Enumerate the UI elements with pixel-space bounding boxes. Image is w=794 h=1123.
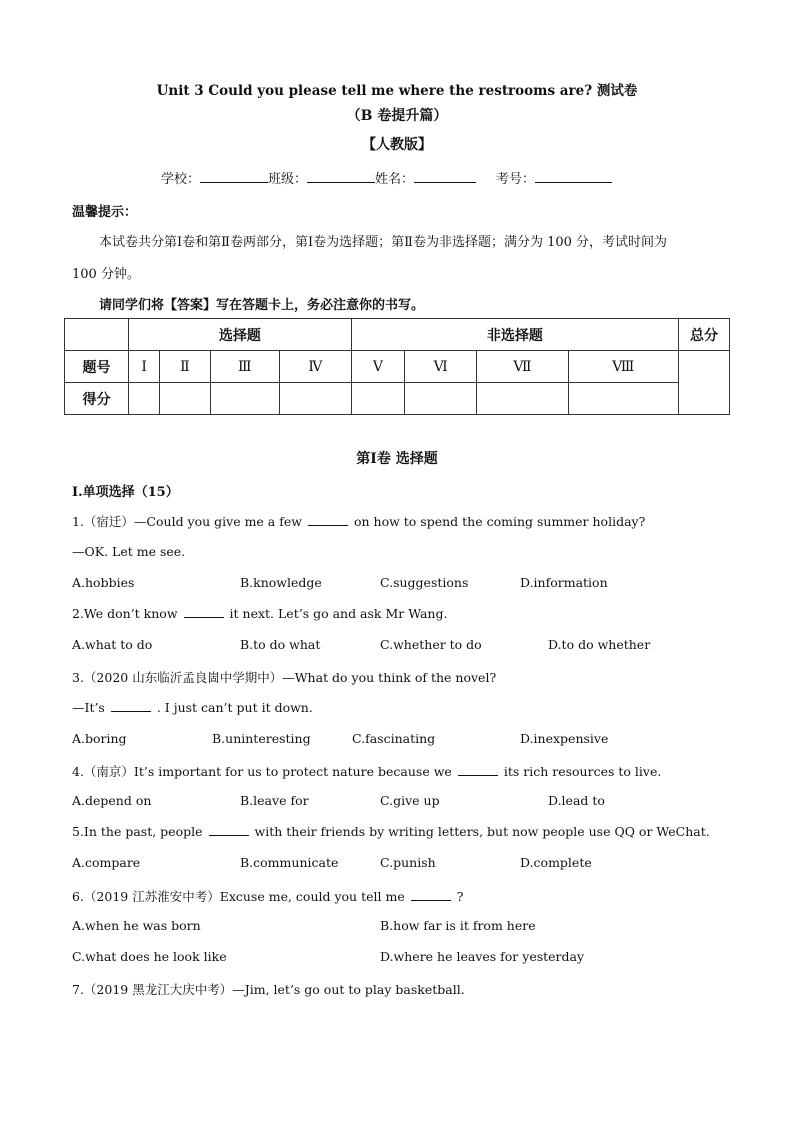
- question-stem: [72, 512, 645, 530]
- school-label: 学校：: [161, 172, 201, 187]
- option[interactable]: B.communicate: [240, 855, 339, 870]
- exam-title: Unit 3 Could you please tell me where the restrooms are? 测试卷: [156, 83, 638, 99]
- class-blank[interactable]: [307, 170, 375, 183]
- score-cell[interactable]: [351, 383, 404, 415]
- score-label: 得分: [65, 383, 129, 415]
- section-header: Ⅴ: [351, 351, 404, 383]
- option[interactable]: D.inexpensive: [520, 731, 609, 746]
- stem-text: 1.（宿迁）—Could you give me a few: [72, 514, 302, 529]
- score-cell[interactable]: [405, 383, 477, 415]
- exam-edition: 【人教版】: [362, 137, 432, 153]
- non-choice-header: 非选择题: [351, 319, 678, 351]
- question-dialog-line: —OK. Let me see.: [72, 544, 186, 559]
- answer-blank[interactable]: [184, 606, 224, 618]
- student-info-line: [161, 168, 612, 187]
- question-stem: [72, 824, 710, 839]
- question-number-label: 题号: [65, 351, 129, 383]
- section-header: Ⅳ: [280, 351, 352, 383]
- class-label: 班级：: [268, 172, 308, 187]
- section-title: 第Ⅰ卷 选择题: [356, 451, 438, 467]
- option[interactable]: A.what to do: [72, 637, 153, 652]
- school-blank[interactable]: [200, 170, 268, 183]
- answer-blank[interactable]: [308, 514, 348, 526]
- stem-text: with their friends by writing letters, but now people use QQ or WeChat.: [254, 824, 710, 839]
- question-stem: [72, 887, 463, 905]
- option[interactable]: B.uninteresting: [212, 731, 311, 746]
- option[interactable]: C.punish: [380, 855, 436, 870]
- option[interactable]: A.depend on: [72, 793, 152, 808]
- score-cell[interactable]: [568, 383, 678, 415]
- option[interactable]: A.hobbies: [72, 575, 135, 590]
- question-stem: 3.（2020 山东临沂孟良崮中学期中）—What do you think of the novel?: [72, 670, 497, 685]
- score-table: [64, 318, 730, 415]
- part-heading: Ⅰ.单项选择（15）: [72, 485, 179, 500]
- exam-subtitle: （B 卷提升篇）: [346, 108, 448, 124]
- option[interactable]: D.information: [520, 575, 608, 590]
- question-stem: [72, 762, 661, 780]
- total-score-cell[interactable]: [679, 351, 730, 415]
- total-header: 总分: [679, 319, 730, 351]
- stem-text: 4.（南京）It’s important for us to protect nature because we: [72, 764, 452, 779]
- option[interactable]: D.lead to: [548, 793, 605, 808]
- answer-blank[interactable]: [411, 889, 451, 901]
- stem-text: ?: [456, 889, 464, 904]
- score-cell[interactable]: [160, 383, 210, 415]
- stem-text: on how to spend the coming summer holiday?: [353, 514, 646, 529]
- option[interactable]: C.fascinating: [352, 731, 436, 746]
- tips-note: 请同学们将【答案】写在答题卡上，务必注意你的书写。: [99, 298, 425, 313]
- stem-text: 5.In the past, people: [72, 824, 203, 839]
- stem-text: 2.We don’t know: [72, 606, 178, 621]
- option[interactable]: B.leave for: [240, 793, 309, 808]
- question-stem: [72, 606, 447, 621]
- tips-body-line1: 本试卷共分第Ⅰ卷和第Ⅱ卷两部分，第Ⅰ卷为选择题；第Ⅱ卷为非选择题；满分为 100 分，考试时间为: [99, 235, 668, 250]
- section-header: Ⅲ: [210, 351, 279, 383]
- section-header: Ⅵ: [405, 351, 477, 383]
- stem-text: 6.（2019 江苏淮安中考）Excuse me, could you tell me: [72, 889, 405, 904]
- score-cell[interactable]: [129, 383, 160, 415]
- name-label: 姓名：: [375, 172, 415, 187]
- name-blank[interactable]: [414, 170, 476, 183]
- tips-body-line2: 100 分钟。: [72, 267, 140, 282]
- option[interactable]: C.what does he look like: [72, 949, 227, 964]
- section-header: Ⅶ: [477, 351, 568, 383]
- question-stem: 7.（2019 黑龙江大庆中考）—Jim, let’s go out to play basketball.: [72, 982, 465, 997]
- stem-text: its rich resources to live.: [503, 764, 662, 779]
- score-table-corner: [65, 319, 129, 351]
- exam-no-label: 考号：: [496, 172, 536, 187]
- score-cell[interactable]: [210, 383, 279, 415]
- option[interactable]: D.to do whether: [548, 637, 651, 652]
- option[interactable]: A.when he was born: [72, 918, 201, 933]
- option[interactable]: D.where he leaves for yesterday: [380, 949, 585, 964]
- answer-blank[interactable]: [209, 824, 249, 836]
- option[interactable]: B.knowledge: [240, 575, 322, 590]
- option[interactable]: C.suggestions: [380, 575, 469, 590]
- stem-text: . I just can’t put it down.: [156, 700, 313, 715]
- score-cell[interactable]: [477, 383, 568, 415]
- exam-no-blank[interactable]: [535, 170, 612, 183]
- choice-header: 选择题: [129, 319, 352, 351]
- stem-text: —It’s: [72, 700, 105, 715]
- section-header: Ⅱ: [160, 351, 210, 383]
- option[interactable]: C.whether to do: [380, 637, 482, 652]
- tips-heading: 温馨提示：: [72, 205, 138, 220]
- option[interactable]: B.how far is it from here: [380, 918, 536, 933]
- option[interactable]: A.compare: [72, 855, 141, 870]
- option[interactable]: B.to do what: [240, 637, 321, 652]
- option[interactable]: C.give up: [380, 793, 440, 808]
- question-dialog-line: [72, 700, 313, 715]
- score-cell[interactable]: [280, 383, 352, 415]
- answer-blank[interactable]: [458, 764, 498, 776]
- section-header: Ⅷ: [568, 351, 678, 383]
- section-header: Ⅰ: [129, 351, 160, 383]
- stem-text: it next. Let’s go and ask Mr Wang.: [229, 606, 448, 621]
- option[interactable]: A.boring: [72, 731, 127, 746]
- answer-blank[interactable]: [111, 700, 151, 712]
- option[interactable]: D.complete: [520, 855, 592, 870]
